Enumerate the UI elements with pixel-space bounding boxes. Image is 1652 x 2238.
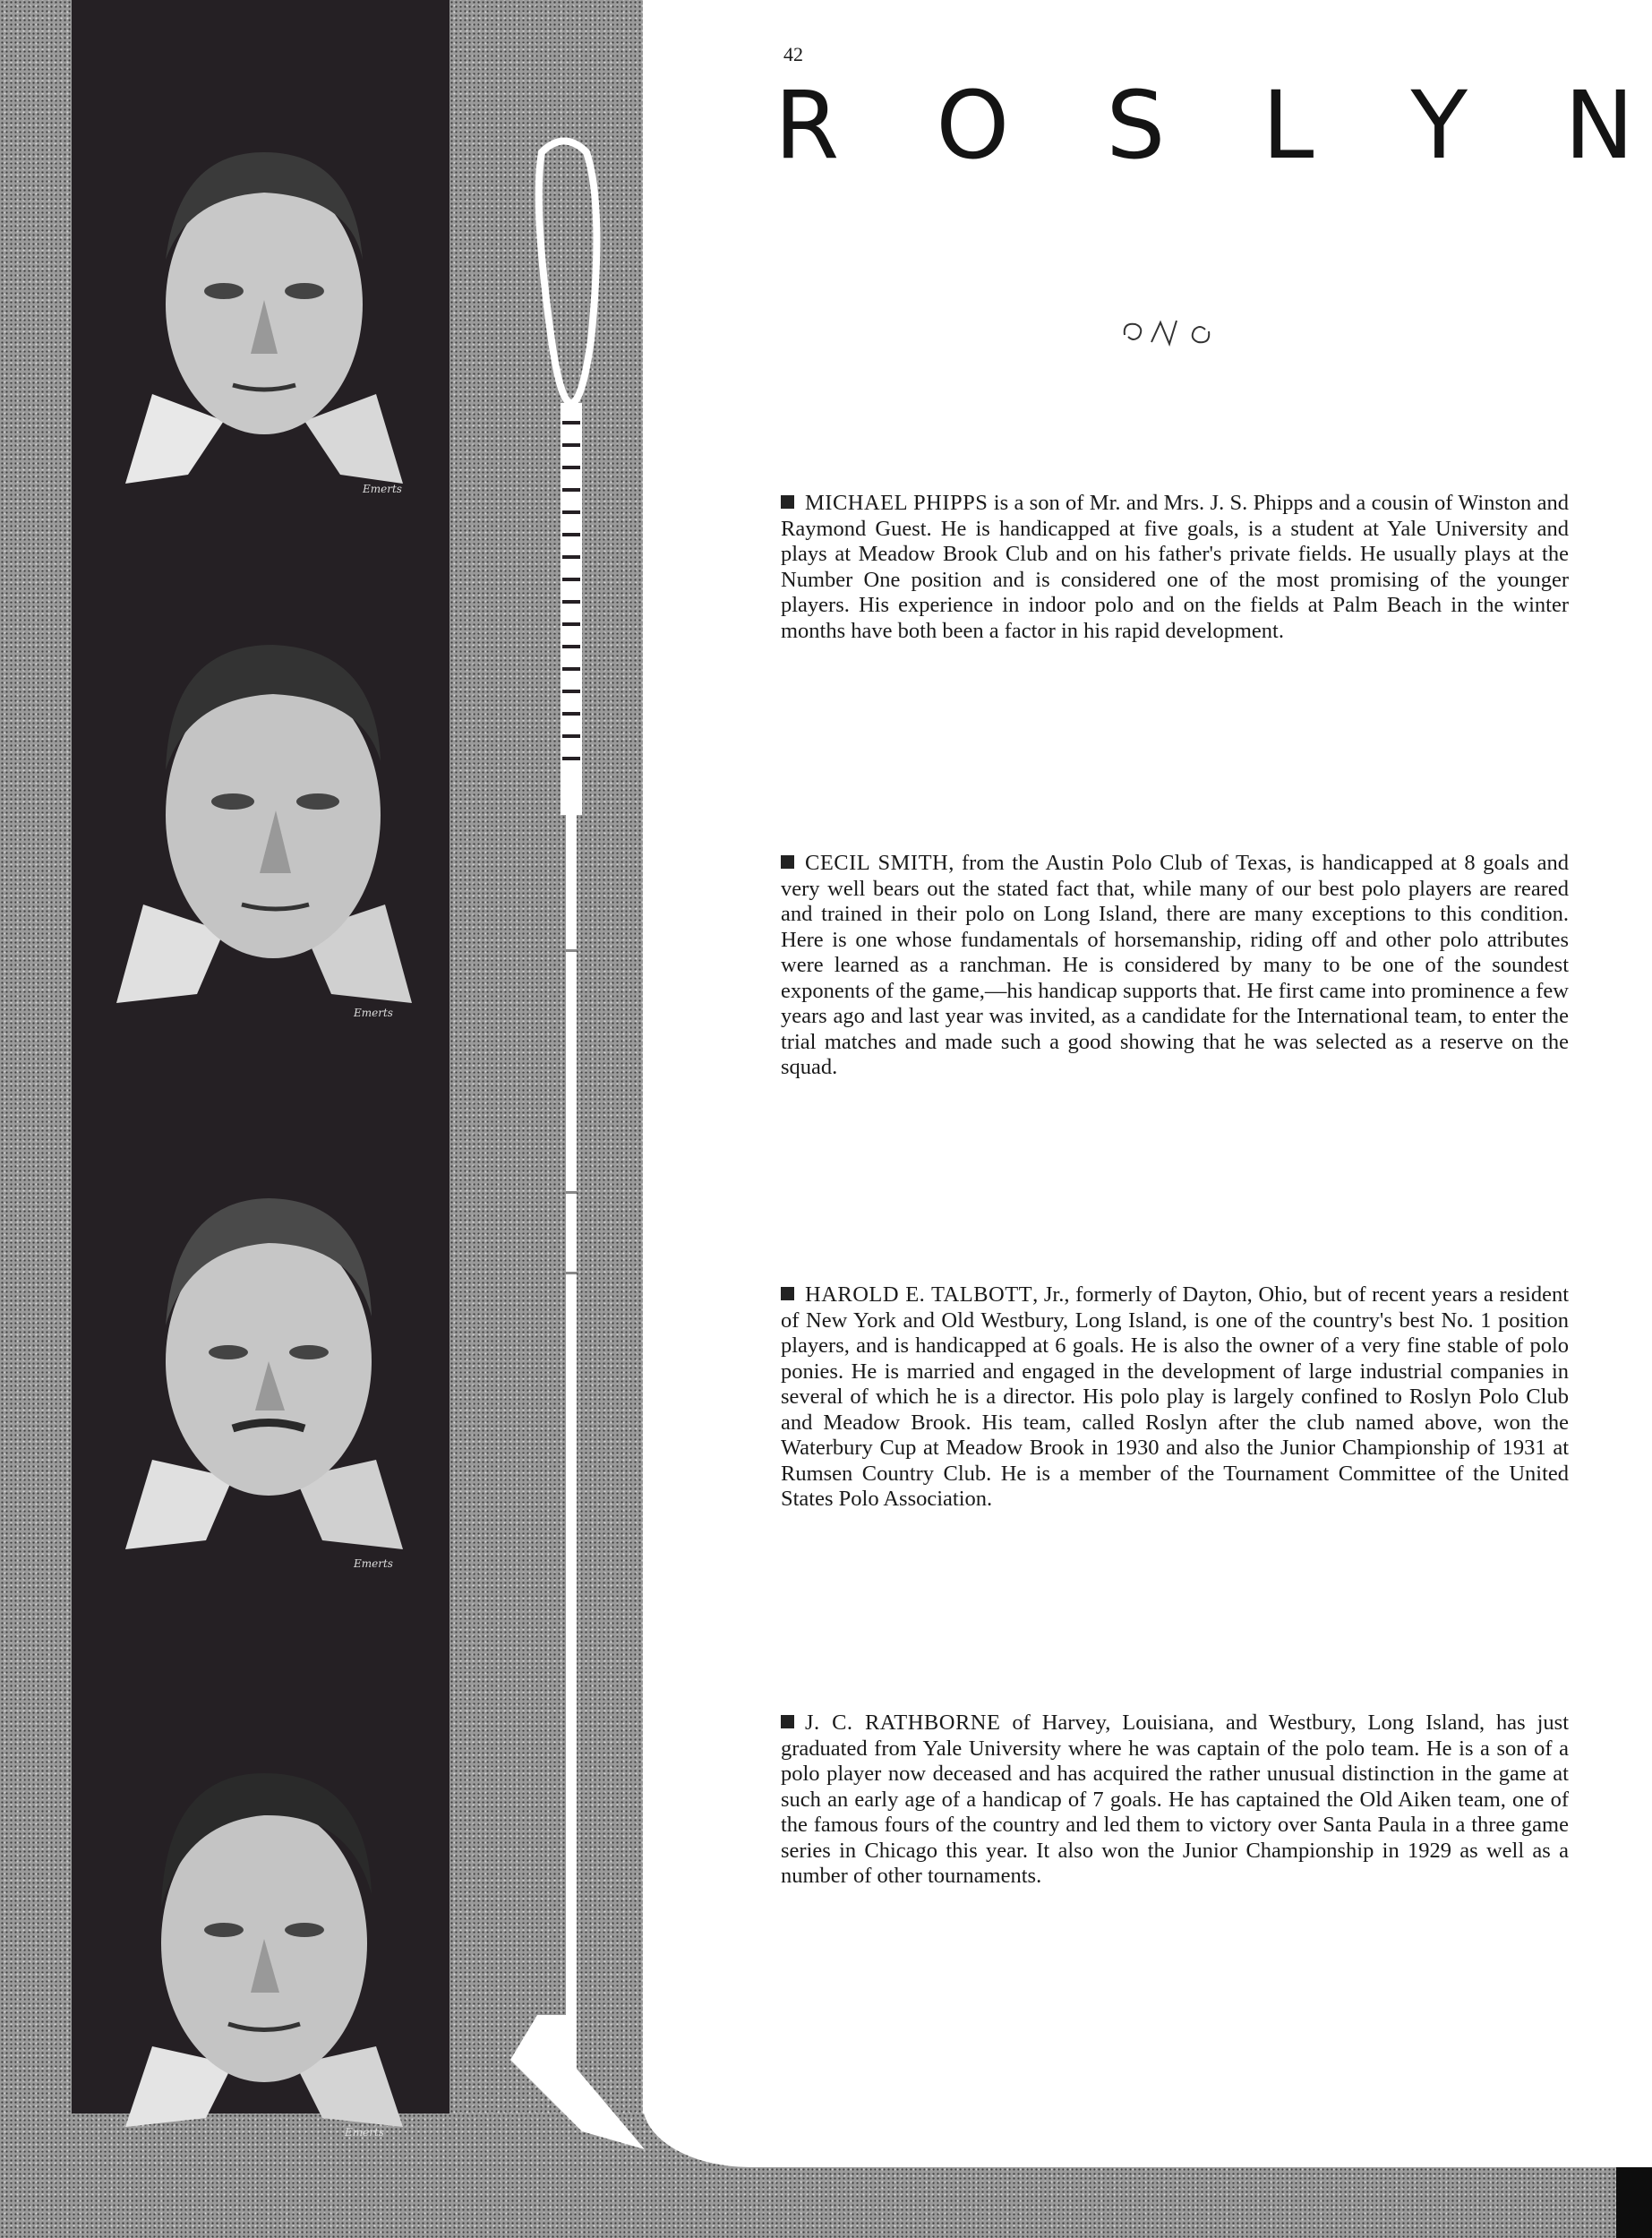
polo-mallet-illustration (501, 134, 654, 2176)
page-edge-shadow (1616, 2158, 1652, 2238)
player-name: MICHAEL PHIPPS (805, 491, 989, 515)
square-bullet-icon (781, 495, 794, 509)
portrait-michael-phipps (116, 125, 412, 502)
title-letter: Y (1410, 71, 1468, 180)
bio-michael-phipps (781, 491, 1569, 644)
title-letter: O (936, 71, 1010, 180)
artist-signature: Emerts (354, 1557, 393, 1570)
bio-cecil-smith (781, 851, 1569, 1081)
artist-signature: Emerts (345, 2126, 384, 2139)
page-number: 42 (783, 43, 803, 65)
artist-signature: Emerts (354, 1007, 393, 1019)
square-bullet-icon (781, 1287, 794, 1300)
bio-text: is a son of Mr. and Mrs. J. S. Phipps and a cousin of Winston and Raymond Guest. He is handicapped at five goals, is a student at Yale University and plays at Meadow Brook Club and on his father's private fields. He usually plays at the Number One position and is considered one of the most promising of the younger players. His experience in indoor polo and on the fields at Palm Beach in the winter months have both been a factor in his rapid development. (781, 491, 1570, 643)
artist-signature: Emerts (363, 483, 402, 495)
title-letter: R (775, 71, 840, 180)
portrait-harold-talbott (116, 1173, 412, 1576)
bio-text: of Harvey, Louisiana, and Westbury, Long Island, has just graduated from Yale University where he was captain of the polo team. He is a son of a polo player now deceased and has acquired the rather unusual distinction in the game at such an early age of a handicap of 7 goals. He has captained the Old Aiken team, one of the famous fours of the country and led them to victory over Santa Paula in a three game series in Chicago this year. It also won the Junior Championship in 1929 as well as a number of other tournaments. (781, 1711, 1570, 1888)
title-letter: N (1564, 71, 1634, 180)
bio-j-c-rathborne (781, 1711, 1569, 1890)
portrait-j-c-rathborne (116, 1751, 412, 2145)
portrait-cecil-smith (116, 609, 412, 1030)
flourish-ornament (1117, 315, 1216, 360)
title-letter: S (1106, 71, 1166, 180)
square-bullet-icon (781, 855, 794, 869)
bio-text: , from the Austin Polo Club of Texas, is handicapped at 8 goals and very well bears out the stated fact that, while many of our best polo players are reared and trained in their polo on Long Island, there are many exceptions to this condition. Here is one whose fundamentals of horsemanship, riding off and other polo attributes were learned as a ranchman. He is considered by many to be one of the soundest exponents of the game,—his handicap supports that. He first came into prominence a few years ago and last year was invited, as a candidate for the International team, to enter the trial matches and made such a good showing that he was selected as a reserve on the squad. (781, 851, 1570, 1079)
player-name: J. C. RATHBORNE (805, 1711, 1001, 1735)
title-letter: L (1262, 71, 1314, 180)
page-title (775, 71, 1634, 180)
bio-text: , Jr., formerly of Dayton, Ohio, but of recent years a resident of New York and Old Westbury, Long Island, is one of the country's best No. 1 position players, and is handicapped at 6 goals. He is also the owner of a very fine stable of polo ponies. He is married and engaged in the development of large industrial companies in several of which he is a director. His polo play is largely confined to Roslyn Polo Club and Meadow Brook. His team, called Roslyn after the club named above, won the Waterbury Cup at Meadow Brook in 1930 and also the Junior Championship of 1931 at Rumsen Country Club. He is a member of the Tournament Committee of the United States Polo Association. (781, 1282, 1569, 1511)
player-name: CECIL SMITH (805, 851, 949, 875)
player-name: HAROLD E. TALBOTT (805, 1282, 1033, 1307)
bio-harold-talbott (781, 1282, 1569, 1513)
square-bullet-icon (781, 1715, 794, 1728)
stippled-border-left (0, 0, 72, 2238)
